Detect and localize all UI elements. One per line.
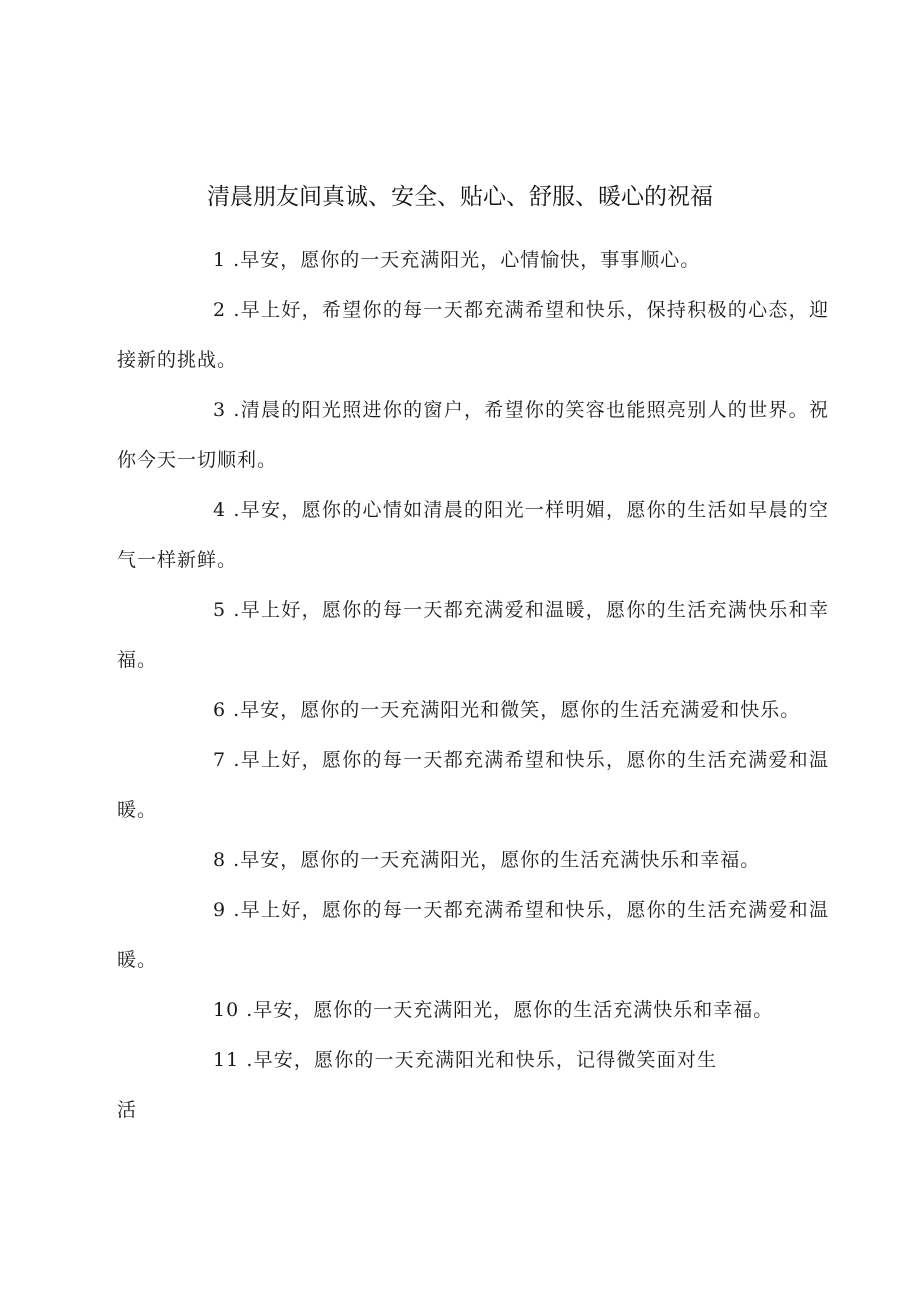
item-separator: .	[239, 1049, 254, 1071]
list-item	[117, 685, 829, 735]
item-text: 早安，愿你的一天充满阳光和微笑，愿你的生活充满爱和快乐。	[240, 699, 801, 721]
item-separator: .	[226, 249, 241, 271]
item-separator: .	[226, 749, 241, 771]
item-number: 5	[213, 599, 227, 621]
item-text: 早上好，愿你的每一天都充满爱和温暖，愿你的生活充满快乐和幸福。	[117, 599, 829, 671]
item-separator: .	[226, 499, 241, 521]
item-text: 早上好，希望你的每一天都充满希望和快乐，保持积极的心态，迎接新的挑战。	[117, 299, 829, 371]
item-text: 早上好，愿你的每一天都充满希望和快乐，愿你的生活充满爱和温暖。	[117, 749, 829, 821]
item-separator: .	[226, 699, 241, 721]
item-separator: .	[226, 849, 241, 871]
item-separator: .	[226, 399, 241, 421]
list-item	[117, 885, 829, 985]
item-separator: .	[226, 599, 241, 621]
list-item	[117, 835, 829, 885]
list-item	[117, 1035, 717, 1135]
item-text: 早安，愿你的一天充满阳光，愿你的生活充满快乐和幸福。	[240, 849, 761, 871]
item-text: 早安，愿你的一天充满阳光，心情愉快，事事顺心。	[240, 249, 701, 271]
item-text: 早安，愿你的心情如清晨的阳光一样明媚，愿你的生活如早晨的空气一样新鲜。	[117, 499, 829, 571]
item-number: 6	[213, 699, 227, 721]
document-title: 清晨朋友间真诚、安全、贴心、舒服、暖心的祝福	[207, 184, 713, 210]
item-text: 早安，愿你的一天充满阳光，愿你的生活充满快乐和幸福。	[253, 999, 774, 1021]
item-text: 早上好，愿你的每一天都充满希望和快乐，愿你的生活充满爱和温暖。	[117, 899, 829, 971]
list-item	[117, 735, 829, 835]
item-number: 11	[213, 1049, 240, 1071]
list-item	[117, 585, 829, 685]
item-text: 早安，愿你的一天充满阳光和快乐，记得微笑面对生活	[117, 1049, 717, 1121]
item-separator: .	[226, 299, 241, 321]
item-text: 清晨的阳光照进你的窗户，希望你的笑容也能照亮别人的世界。祝你今天一切顺利。	[117, 399, 829, 471]
item-number: 2	[213, 299, 227, 321]
item-number: 4	[213, 499, 227, 521]
item-number: 10	[213, 999, 240, 1021]
item-number: 9	[213, 899, 227, 921]
item-number: 3	[213, 399, 227, 421]
list-item	[117, 235, 829, 285]
blessing-list	[117, 235, 829, 1135]
list-item	[117, 985, 777, 1035]
list-item	[117, 385, 829, 485]
item-separator: .	[239, 999, 254, 1021]
list-item	[117, 285, 829, 385]
item-number: 8	[213, 849, 227, 871]
item-number: 1	[213, 249, 227, 271]
item-number: 7	[213, 749, 227, 771]
item-separator: .	[226, 899, 241, 921]
list-item	[117, 485, 829, 585]
